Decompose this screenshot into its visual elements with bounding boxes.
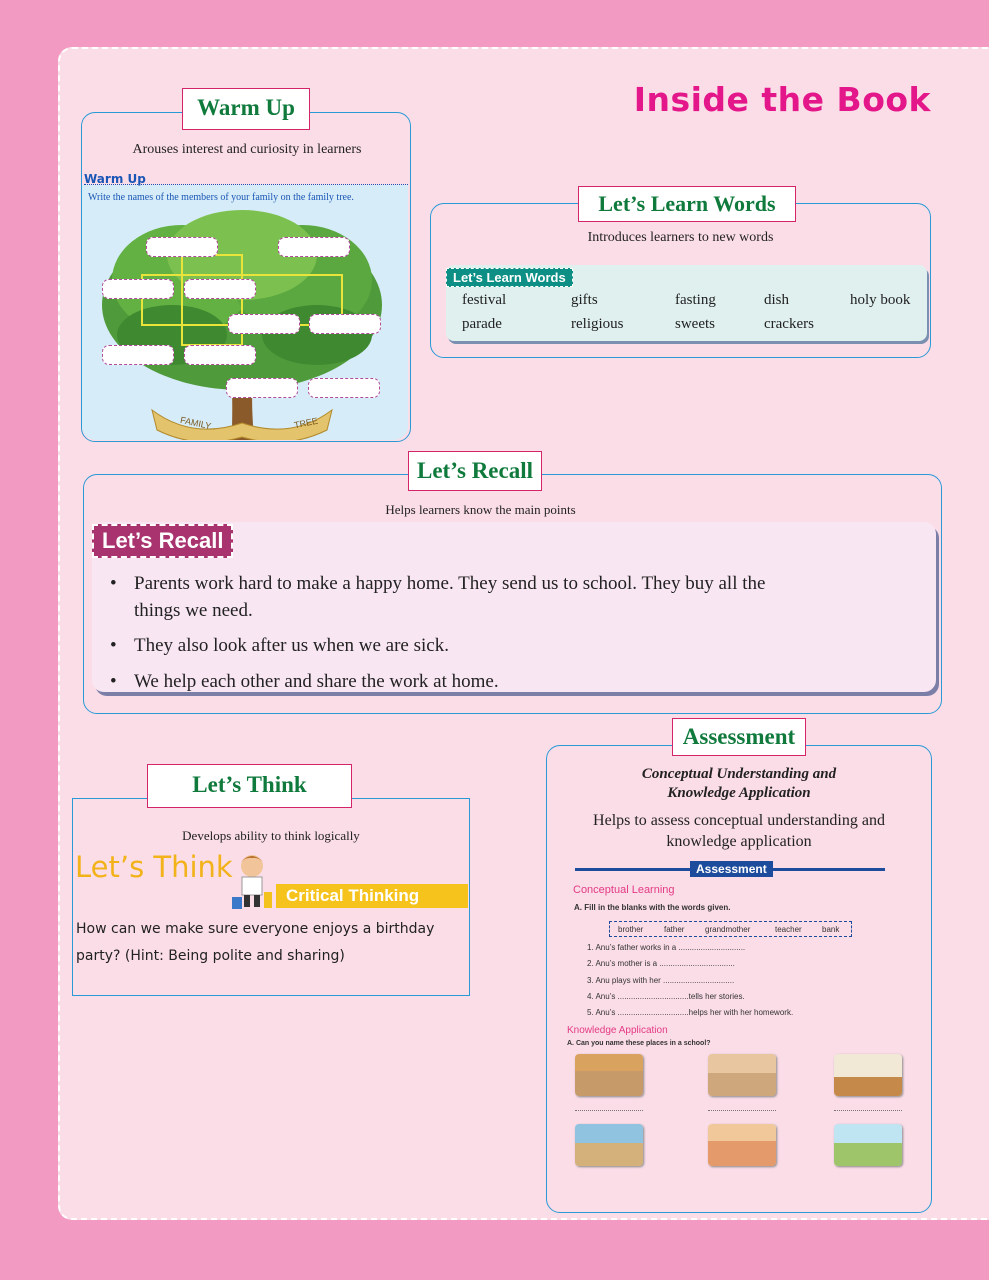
- name-box[interactable]: [278, 237, 350, 257]
- word-bank-item: grandmother: [705, 925, 751, 934]
- recall-bullet-continuation: things we need.: [134, 600, 253, 621]
- word-bank-item: father: [664, 925, 685, 934]
- name-box[interactable]: [308, 378, 380, 398]
- learn-words-label: Let’s Learn Words: [446, 268, 573, 287]
- assessment-badge: Assessment: [690, 861, 773, 877]
- answer-line: [708, 1110, 776, 1111]
- assessment-subtitle: [546, 765, 932, 803]
- think-question-line: How can we make sure everyone enjoys a birthday: [76, 921, 435, 937]
- assessment-description: [546, 810, 932, 852]
- name-box[interactable]: [102, 279, 174, 299]
- warm-up-divider: [84, 184, 408, 185]
- name-box[interactable]: [309, 314, 381, 334]
- word-item: dish: [764, 292, 790, 308]
- blank-item: 3. Anu plays with her ................................: [587, 976, 735, 985]
- word-item: sweets: [675, 316, 715, 332]
- learn-words-description: Introduces learners to new words: [587, 230, 774, 245]
- blank-item: 4. Anu’s ................................tells her stories.: [587, 992, 745, 1001]
- warm-up-description: Arouses interest and curiosity in learners: [132, 142, 362, 157]
- school-place-image: [708, 1054, 776, 1096]
- word-item: religious: [571, 316, 624, 332]
- think-tab: Let’s Think: [147, 764, 352, 808]
- conceptual-heading: Conceptual Learning: [573, 884, 675, 896]
- think-description: Develops ability to think logically: [182, 828, 360, 843]
- school-place-image: [834, 1054, 902, 1096]
- recall-tab: Let’s Recall: [408, 451, 542, 491]
- name-box[interactable]: [184, 279, 256, 299]
- word-bank-item: teacher: [775, 925, 802, 934]
- family-tree-illustration: [82, 185, 408, 440]
- word-item: parade: [462, 316, 502, 332]
- recall-bullet: • We help each other and share the work at home.: [110, 671, 499, 692]
- warm-up-instruction: Write the names of the members of your family on the family tree.: [88, 192, 354, 203]
- think-question: [76, 916, 466, 970]
- word-item: holy book: [850, 292, 911, 308]
- answer-line: [575, 1110, 643, 1111]
- school-place-image: [834, 1124, 902, 1166]
- recall-bullet: • Parents work hard to make a happy home. They send us to school. They buy all the: [110, 573, 766, 594]
- school-place-image: [575, 1054, 643, 1096]
- warm-up-heading: Warm Up: [84, 172, 146, 186]
- boy-with-books-icon: [230, 852, 274, 912]
- learn-words-tab: Let’s Learn Words: [578, 186, 796, 222]
- assessment-tab: Assessment: [672, 718, 806, 756]
- name-box[interactable]: [226, 378, 298, 398]
- school-place-image: [575, 1124, 643, 1166]
- answer-line: [834, 1110, 902, 1111]
- recall-label: Let’s Recall: [92, 524, 233, 558]
- assessment-subtitle-line: Conceptual Understanding and: [641, 766, 837, 782]
- name-box[interactable]: [146, 237, 218, 257]
- assessment-description-line: knowledge application: [666, 833, 812, 850]
- warm-up-tab: Warm Up: [182, 88, 310, 130]
- blank-item: 2. Anu’s mother is a ..................................: [587, 959, 735, 968]
- think-big-label: Let’s Think: [75, 850, 233, 884]
- blank-item: 1. Anu’s father works in a ..............................: [587, 943, 746, 952]
- blank-item: 5. Anu’s ................................helps her with her homework.: [587, 1008, 794, 1017]
- ribbon-family-label: FAMILY: [179, 414, 213, 432]
- name-box[interactable]: [102, 345, 174, 365]
- word-bank-item: brother: [618, 925, 644, 934]
- word-item: fasting: [675, 292, 716, 308]
- name-box[interactable]: [184, 345, 256, 365]
- ribbon-tree-label: TREE: [293, 415, 319, 431]
- question-k: A. Can you name these places in a school?: [567, 1040, 711, 1047]
- critical-thinking-label: Critical Thinking: [276, 884, 468, 908]
- assessment-subtitle-line: Knowledge Application: [667, 785, 811, 801]
- school-place-image: [708, 1124, 776, 1166]
- page-title: Inside the Book: [633, 80, 931, 119]
- assessment-description-line: Helps to assess conceptual understanding and: [593, 812, 885, 829]
- word-bank-item: bank: [822, 925, 840, 934]
- think-question-line: party? (Hint: Being polite and sharing): [76, 948, 345, 964]
- question-a: A. Fill in the blanks with the words given.: [574, 903, 731, 912]
- recall-bullet: • They also look after us when we are sick.: [110, 635, 449, 656]
- word-item: gifts: [571, 292, 598, 308]
- word-item: crackers: [764, 316, 814, 332]
- knowledge-heading: Knowledge Application: [567, 1025, 668, 1036]
- family-tree-panel: [82, 185, 408, 440]
- word-item: festival: [462, 292, 507, 308]
- name-box[interactable]: [228, 314, 300, 334]
- recall-description: Helps learners know the main points: [385, 502, 576, 517]
